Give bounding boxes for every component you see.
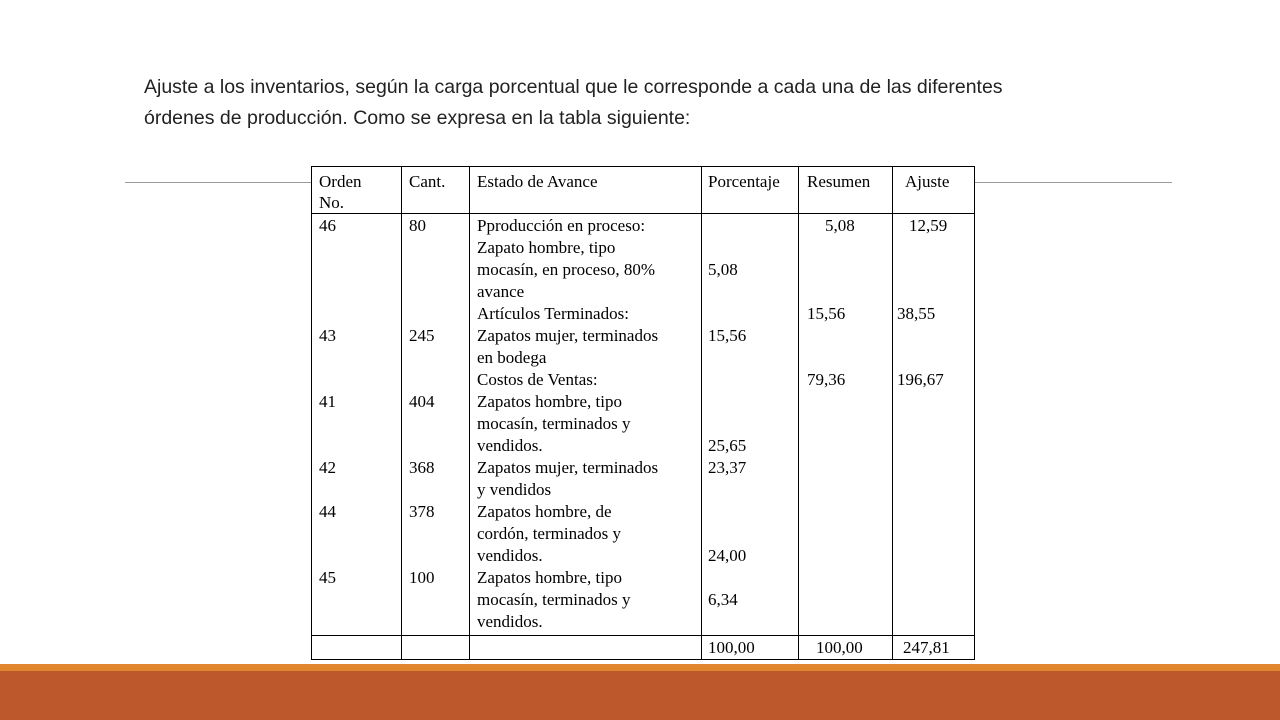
intro-line-1: Ajuste a los inventarios, según la carga porcentual que le corresponde a cada una de las diferentes xyxy=(144,76,1003,98)
orden-45-number: 45 xyxy=(319,568,336,587)
section-ventas-resumen: 79,36 xyxy=(807,370,846,389)
orden-41-estado-line-2: mocasín, terminados y xyxy=(477,414,631,433)
header-orden-no: No. xyxy=(319,193,345,212)
section-produccion-label: Pproducción en proceso: xyxy=(477,216,646,235)
orden-46-porcentaje: 5,08 xyxy=(708,260,738,279)
orden-41-estado-line-3: vendidos. xyxy=(477,436,543,455)
orden-43-estado-line-2: en bodega xyxy=(477,348,547,367)
orden-46-number: 46 xyxy=(319,216,336,235)
orden-42-cant: 368 xyxy=(409,458,435,477)
orden-46-cant: 80 xyxy=(409,216,426,235)
header-estado: Estado de Avance xyxy=(477,172,598,191)
section-terminados-ajuste: 38,55 xyxy=(897,304,936,323)
section-ventas-ajuste: 196,67 xyxy=(897,370,944,389)
orden-44-porcentaje: 24,00 xyxy=(708,546,747,565)
orden-43-number: 43 xyxy=(319,326,336,345)
orden-41-cant: 404 xyxy=(409,392,435,411)
header-resumen: Resumen xyxy=(807,172,871,191)
section-terminados-label: Artículos Terminados: xyxy=(477,304,629,323)
section-ventas-label: Costos de Ventas: xyxy=(477,370,598,389)
adjustment-table xyxy=(311,166,975,660)
footer-accent-stripe xyxy=(0,664,1280,671)
orden-46-estado-line-1: Zapato hombre, tipo xyxy=(477,238,616,257)
header-cant: Cant. xyxy=(409,172,446,191)
orden-44-estado-line-1: Zapatos hombre, de xyxy=(477,502,612,521)
total-resumen: 100,00 xyxy=(816,638,863,657)
orden-41-porcentaje: 25,65 xyxy=(708,436,747,455)
orden-41-number: 41 xyxy=(319,392,336,411)
section-produccion-ajuste: 12,59 xyxy=(909,216,948,235)
orden-44-cant: 378 xyxy=(409,502,435,521)
orden-43-porcentaje: 15,56 xyxy=(708,326,747,345)
orden-46-estado-line-3: avance xyxy=(477,282,525,301)
orden-43-estado-line-1: Zapatos mujer, terminados xyxy=(477,326,659,345)
orden-42-number: 42 xyxy=(319,458,336,477)
total-ajuste: 247,81 xyxy=(903,638,950,657)
footer-band xyxy=(0,671,1280,720)
header-ajuste: Ajuste xyxy=(905,172,950,191)
orden-46-estado-line-2: mocasín, en proceso, 80% xyxy=(477,260,655,279)
orden-45-estado-line-2: mocasín, terminados y xyxy=(477,590,631,609)
orden-44-estado-line-3: vendidos. xyxy=(477,546,543,565)
orden-44-estado-line-2: cordón, terminados y xyxy=(477,524,621,543)
orden-42-estado-line-2: y vendidos xyxy=(477,480,552,499)
orden-45-porcentaje: 6,34 xyxy=(708,590,738,609)
orden-43-cant: 245 xyxy=(409,326,435,345)
orden-42-estado-line-1: Zapatos mujer, terminados xyxy=(477,458,659,477)
orden-44-number: 44 xyxy=(319,502,336,521)
section-produccion-resumen: 5,08 xyxy=(825,216,855,235)
header-porcentaje: Porcentaje xyxy=(708,172,780,191)
orden-42-porcentaje: 23,37 xyxy=(708,458,747,477)
orden-45-cant: 100 xyxy=(409,568,435,587)
section-terminados-resumen: 15,56 xyxy=(807,304,846,323)
orden-45-estado-line-3: vendidos. xyxy=(477,612,543,631)
intro-line-2: órdenes de producción. Como se expresa en la tabla siguiente: xyxy=(144,107,691,129)
total-porcentaje: 100,00 xyxy=(708,638,755,657)
orden-45-estado-line-1: Zapatos hombre, tipo xyxy=(477,568,622,587)
intro-text xyxy=(144,72,1144,134)
orden-41-estado-line-1: Zapatos hombre, tipo xyxy=(477,392,622,411)
header-orden: Orden xyxy=(319,172,362,191)
